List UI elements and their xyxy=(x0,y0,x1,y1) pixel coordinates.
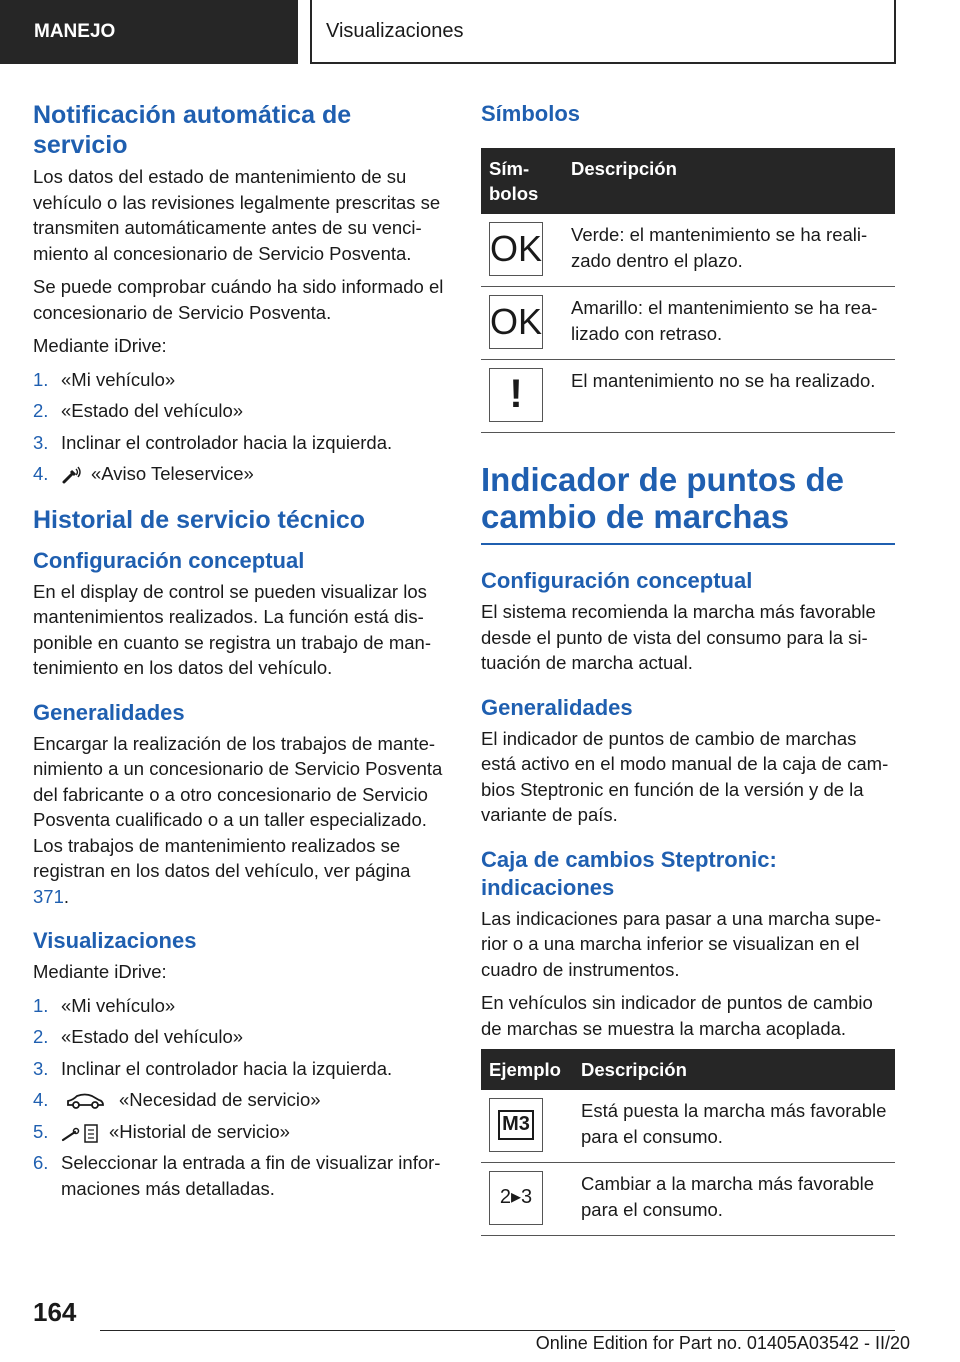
paragraph: El sistema recomienda la marcha más favorable desde el punto de vista del consumo para la situación de marcha actual. xyxy=(481,601,876,673)
list-text: «Mi vehículo» xyxy=(61,994,176,1016)
exclamation-icon xyxy=(489,368,543,422)
list-number: 6. xyxy=(33,1152,49,1173)
table-row xyxy=(481,1090,895,1163)
list-item xyxy=(33,1056,449,1082)
list-item xyxy=(33,398,449,424)
heading-visualizaciones: Visualizaciones xyxy=(33,928,197,953)
header-section xyxy=(0,0,298,64)
heading-generalidades: Generalidades xyxy=(481,694,633,720)
list-item xyxy=(33,1119,449,1145)
list-text: Inclinar el controlador hacia la izquierda. xyxy=(61,431,393,453)
table-cell: Está puesta la marcha más favorable para el consumo. xyxy=(573,1090,895,1163)
table-row xyxy=(481,287,895,360)
table-cell: El mantenimiento no se ha realizado. xyxy=(563,360,895,433)
icon-glyph: ! xyxy=(509,372,523,417)
table-row xyxy=(481,360,895,433)
icon-glyph: 2▸3 xyxy=(499,1186,533,1209)
list-text: «Estado del vehículo» xyxy=(61,400,244,421)
heading-notificacion: Notificación automática de servicio xyxy=(33,101,352,159)
list-number: 4. xyxy=(33,463,49,484)
list-text: Seleccionar la entrada a fin de visualizar informaciones más detalladas. xyxy=(61,1152,441,1199)
paragraph-text: . xyxy=(63,885,70,907)
symbols-table xyxy=(481,148,895,433)
paragraph: En el display de control se pueden visualizar los mantenimientos realizados. La función está disponible en cuanto se registra un trabajo de mantenimiento en los datos del vehículo. xyxy=(33,580,432,678)
paragraph xyxy=(33,731,449,910)
heading-simbolos: Símbolos xyxy=(481,101,581,126)
right-column xyxy=(481,100,895,1264)
table-cell: Verde: el mantenimiento se ha realizado dentro el plazo. xyxy=(563,214,895,287)
table-header: Descripción xyxy=(573,1049,895,1090)
list-text: Inclinar el controlador hacia la izquierda. xyxy=(61,1057,393,1079)
list-text: «Aviso Teleservice» xyxy=(91,463,254,484)
footer-edition: Online Edition for Part no. 01405A03542 - II/20 xyxy=(535,1333,910,1353)
heading-steptronic: Caja de cambios Steptronic: indicaciones xyxy=(481,846,777,900)
heading-indicador-wrap xyxy=(481,461,895,545)
footer-divider xyxy=(100,1330,895,1331)
table-cell: Cambiar a la marcha más favorable para el consumo. xyxy=(573,1163,895,1236)
paragraph: Se puede comprobar cuándo ha sido informado el concesionario de Servicio Posventa. xyxy=(33,276,444,323)
list-item xyxy=(33,430,449,456)
list-item xyxy=(33,367,449,393)
list-number: 3. xyxy=(33,1057,49,1079)
paragraph: Mediante iDrive: xyxy=(33,961,167,982)
heading-configuracion: Configuración conceptual xyxy=(481,568,753,593)
page-link[interactable]: 371 xyxy=(33,885,64,907)
table-header: Símbolos xyxy=(481,148,563,214)
ok-yellow-icon xyxy=(489,295,543,349)
table-header-row xyxy=(481,1049,895,1090)
icon-glyph: OK xyxy=(490,228,543,270)
list-item xyxy=(33,1024,449,1050)
steps-list-1 xyxy=(33,367,449,487)
paragraph: Las indicaciones para pasar a una marcha superior o a una marcha inferior se visualizan en el cuadro de instrumentos. xyxy=(481,907,882,980)
service-history-icon xyxy=(61,1122,99,1144)
list-text: «Historial de servicio» xyxy=(109,1120,290,1142)
heading-indicador: Indicador de puntos de cambio de marchas xyxy=(481,461,845,535)
paragraph-text: Encargar la realización de los trabajos de mantenimiento a un concesionario de Servicio Posventa del fabricante o a otro concesionario de Servicio Posventa cualificado o a un taller especializado. Los trabajos de mantenimiento realizados se registran en los datos del vehículo, ver página xyxy=(33,732,443,881)
header-section-label: MANEJO xyxy=(34,21,116,42)
steps-list-2 xyxy=(33,993,449,1202)
list-number: 2. xyxy=(33,400,49,421)
table-cell: Amarillo: el mantenimiento se ha realizado con retraso. xyxy=(563,287,895,360)
list-text: «Estado del vehículo» xyxy=(61,1026,244,1047)
gear-m3-icon xyxy=(489,1098,543,1152)
list-item xyxy=(33,461,449,487)
icon-glyph: OK xyxy=(490,301,543,343)
list-item xyxy=(33,993,449,1019)
paragraph: El indicador de puntos de cambio de marchas está activo en el modo manual de la caja de cambios Steptronic en función de la versión y de la variante de país. xyxy=(481,727,889,825)
table-header-row xyxy=(481,148,895,214)
ok-green-icon xyxy=(489,222,543,276)
paragraph: Los datos del estado de mantenimiento de su vehículo o las revisiones legalmente prescritas se transmiten automáticamente antes de su vencimiento al concesionario de Servicio Posventa. xyxy=(33,166,441,264)
car-icon xyxy=(65,1091,105,1111)
table-header: Descripción xyxy=(563,148,895,214)
list-text: «Mi vehículo» xyxy=(61,368,176,390)
heading-generalidades: Generalidades xyxy=(33,699,185,725)
examples-table xyxy=(481,1049,895,1236)
paragraph: Mediante iDrive: xyxy=(33,335,167,356)
gear-shift-2-3-icon xyxy=(489,1171,543,1225)
header-chapter-label: Visualizaciones xyxy=(326,19,464,42)
page-number: 164 xyxy=(33,1297,77,1327)
header-chapter xyxy=(310,0,896,64)
table-row xyxy=(481,1163,895,1236)
list-number: 1. xyxy=(33,368,49,390)
list-text: «Necesidad de servicio» xyxy=(119,1089,321,1110)
heading-historial: Historial de servicio técnico xyxy=(33,505,366,534)
list-item xyxy=(33,1150,449,1201)
icon-glyph: M3 xyxy=(498,1110,534,1140)
left-column xyxy=(33,100,449,1209)
list-number: 4. xyxy=(33,1089,49,1110)
paragraph: En vehículos sin indicador de puntos de cambio de marchas se muestra la marcha acoplada. xyxy=(481,992,873,1039)
list-number: 5. xyxy=(33,1120,49,1142)
list-item xyxy=(33,1087,449,1113)
list-number: 1. xyxy=(33,994,49,1016)
heading-configuracion: Configuración conceptual xyxy=(33,547,305,573)
table-row xyxy=(481,214,895,287)
list-number: 2. xyxy=(33,1026,49,1047)
teleservice-wrench-icon xyxy=(61,465,83,485)
table-header: Ejemplo xyxy=(481,1049,573,1090)
list-number: 3. xyxy=(33,431,49,453)
